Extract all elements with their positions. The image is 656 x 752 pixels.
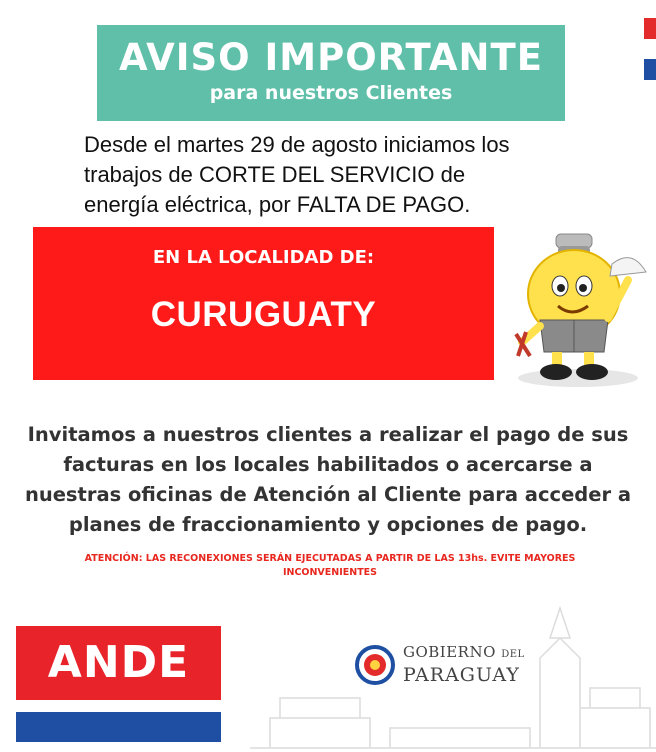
- location-box: [33, 227, 494, 380]
- intro-line: Desde el martes 29 de agosto iniciamos los: [84, 132, 510, 157]
- ande-wordmark: ANDE: [16, 626, 221, 700]
- invitation-line: planes de fraccionamiento y opciones de pago.: [68, 513, 588, 536]
- attention-note: [60, 552, 600, 580]
- notice-subtitle: para nuestros Clientes: [209, 82, 453, 104]
- notice-title: AVISO IMPORTANTE: [119, 36, 543, 79]
- invitation-line: facturas en los locales habilitados o acercarse a: [63, 453, 593, 476]
- location-label: EN LA LOCALIDAD DE:: [152, 247, 375, 268]
- ande-logo: [16, 626, 221, 742]
- attention-line: INCONVENIENTES: [282, 567, 378, 578]
- paraguay-word: PARAGUAY: [403, 664, 520, 686]
- attention-line: ATENCIÓN: LAS RECONEXIONES SERÁN EJECUTADAS A PARTIR DE LAS 13hs. EVITE MAYORES: [84, 553, 576, 564]
- location-name: CURUGUATY: [150, 295, 377, 334]
- invitation-line: nuestras oficinas de Atención al Cliente para acceder a: [24, 483, 632, 506]
- gobierno-word: GOBIERNO: [403, 643, 496, 661]
- intro-line: energía eléctrica, por FALTA DE PAGO.: [84, 192, 471, 217]
- gobierno-logo-text: [403, 643, 563, 686]
- invitation-paragraph: [0, 420, 656, 540]
- notice-header: [97, 25, 565, 121]
- intro-paragraph: [84, 130, 624, 220]
- del-word: DEL: [501, 649, 525, 660]
- intro-line: trabajos de CORTE DEL SERVICIO de: [84, 162, 466, 187]
- invitation-line: Invitamos a nuestros clientes a realizar el pago de sus: [27, 423, 629, 446]
- paraguay-seal-icon: [355, 645, 395, 685]
- lightbulb-mascot-icon: [500, 226, 648, 396]
- paraguay-flag-icon: [644, 18, 656, 80]
